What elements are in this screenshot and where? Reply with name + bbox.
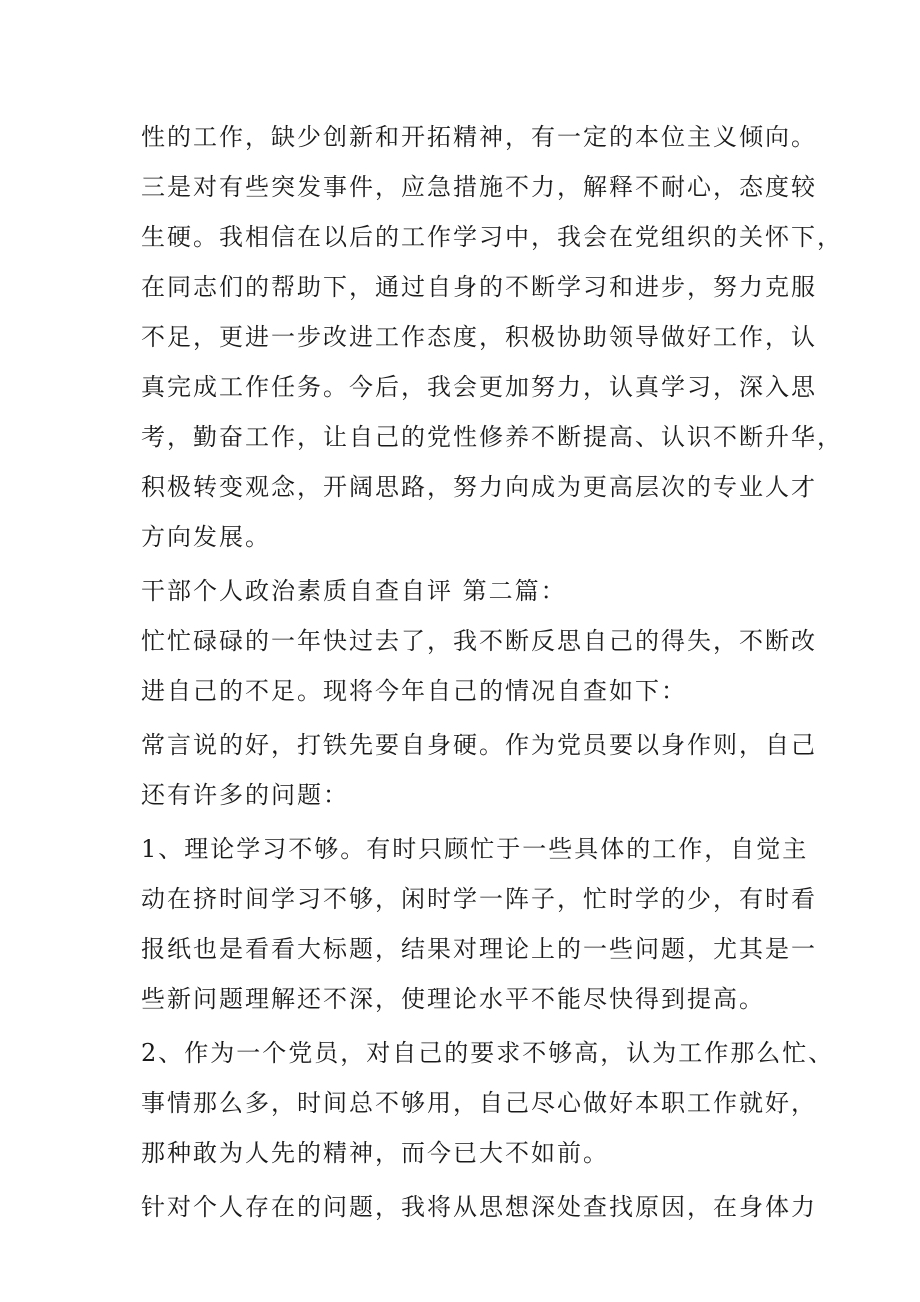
document-body <box>141 113 843 1231</box>
text-line: 些新问题理解还不深，使理论水平不能尽快得到提高。 <box>141 985 765 1013</box>
text-line: 积极转变观念，开阔思路，努力向成为更高层次的专业人才 <box>141 473 817 501</box>
text-line: 还有许多的问题： <box>141 781 349 809</box>
text-line: 在同志们的帮助下，通过自身的不断学习和进步，努力克服 <box>141 273 817 301</box>
text-line: 动在挤时间学习不够，闲时学一阵子，忙时学的少，有时看 <box>141 885 817 913</box>
text-line: 三是对有些突发事件，应急措施不力，解释不耐心，态度较 <box>141 173 817 201</box>
text-line: 真完成工作任务。今后，我会更加努力，认真学习，深入思 <box>141 373 817 401</box>
text-line: 不足，更进一步改进工作态度，积极协助领导做好工作，认 <box>141 323 817 351</box>
text-line: 生硬。我相信在以后的工作学习中，我会在党组织的关怀下， <box>141 223 843 251</box>
section-heading: 干部个人政治素质自查自评 第二篇： <box>141 577 567 605</box>
text-line: 那种敢为人先的精神，而今已大不如前。 <box>141 1139 609 1167</box>
text-line: 忙忙碌碌的一年快过去了，我不断反思自己的得失，不断改 <box>141 627 817 655</box>
text-line: 常言说的好，打铁先要自身硬。作为党员要以身作则，自己 <box>141 731 817 759</box>
text-line: 进自己的不足。现将今年自己的情况自查如下： <box>141 677 687 705</box>
text-line: 方向发展。 <box>141 523 271 551</box>
text-line: 事情那么多，时间总不够用，自己尽心做好本职工作就好， <box>141 1089 817 1117</box>
text-line: 考，勤奋工作，让自己的党性修养不断提高、认识不断升华， <box>141 423 843 451</box>
text-line: 报纸也是看看大标题，结果对理论上的一些问题，尤其是一 <box>141 935 817 963</box>
list-item-2: 2、作为一个党员，对自己的要求不够高，认为工作那么忙、 <box>141 1039 835 1067</box>
list-item-1: 1、理论学习不够。有时只顾忙于一些具体的工作，自觉主 <box>141 835 809 863</box>
text-line: 性的工作，缺少创新和开拓精神，有一定的本位主义倾向。 <box>141 123 817 151</box>
text-line: 针对个人存在的问题，我将从思想深处查找原因，在身体力 <box>141 1193 817 1221</box>
